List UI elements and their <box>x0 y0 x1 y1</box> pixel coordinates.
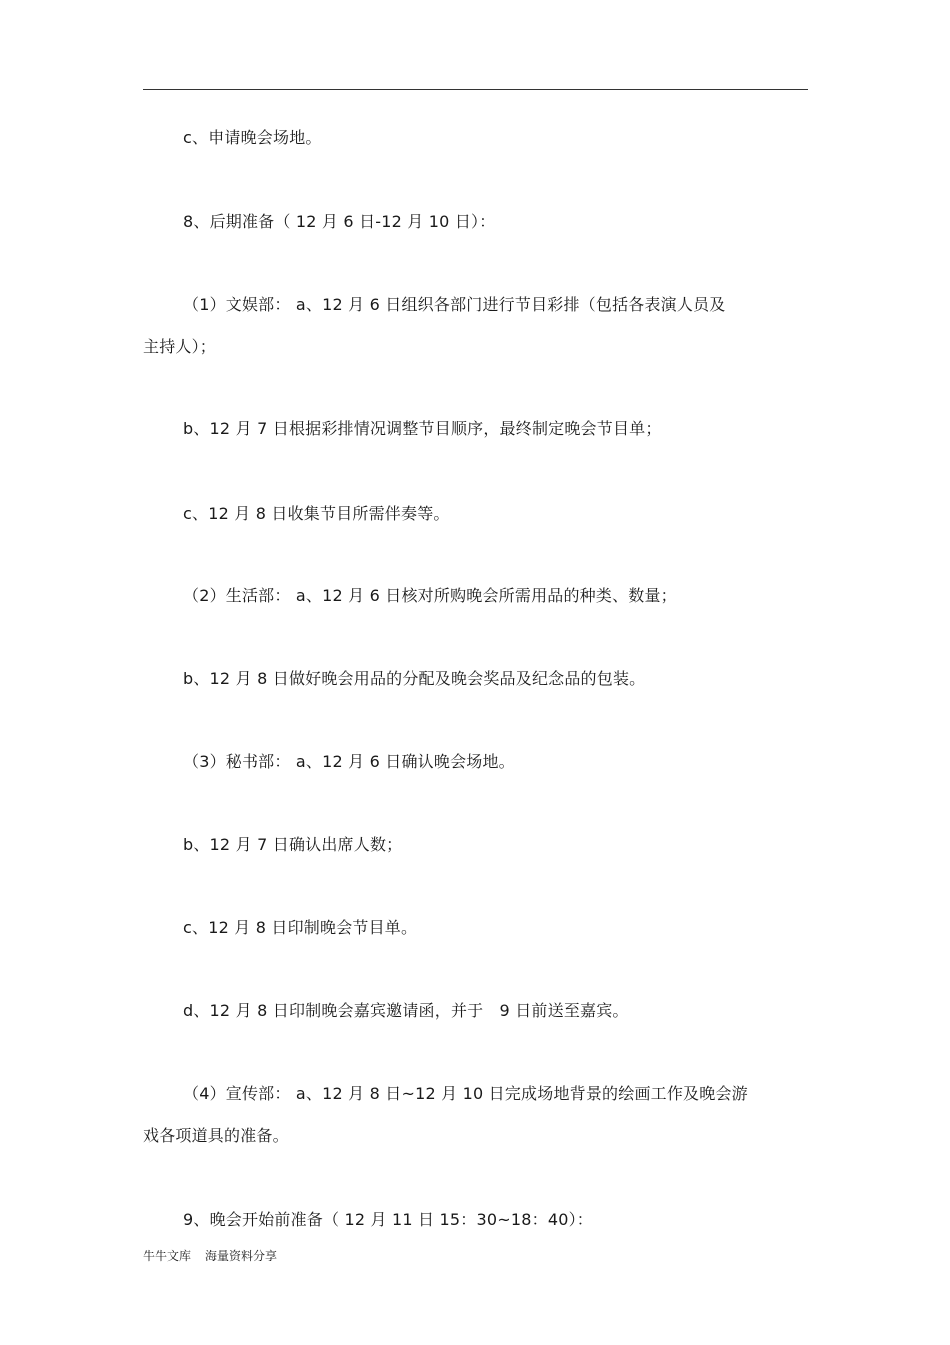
section-heading: 8、后期准备（ 12 月 6 日-12 月 10 日）： <box>183 212 496 231</box>
text-line: c、申请晚会场地。 <box>183 128 322 147</box>
page-footer <box>143 1248 277 1264</box>
footer-site-name: 牛牛文库 <box>143 1249 192 1263</box>
text-line: 戏各项道具的准备。 <box>143 1126 289 1145</box>
text-line: 主持人）； <box>143 337 217 356</box>
text-line: （3）秘书部： a、12 月 6 日确认晚会场地。 <box>183 752 515 771</box>
text-line: c、12 月 8 日收集节目所需伴奏等。 <box>183 504 450 523</box>
text-line: b、12 月 7 日根据彩排情况调整节目顺序，最终制定晚会节目单； <box>183 419 662 438</box>
text-line: d、12 月 8 日印制晚会嘉宾邀请函，并于 9 日前送至嘉宾。 <box>183 1001 629 1020</box>
section-heading: 9、晚会开始前准备（ 12 月 11 日 15：30~18：40）： <box>183 1210 593 1229</box>
text-line: （1）文娱部： a、12 月 6 日组织各部门进行节目彩排（包括各表演人员及 <box>183 295 726 314</box>
footer-slogan: 海量资料分享 <box>205 1249 278 1263</box>
text-line: c、12 月 8 日印制晚会节目单。 <box>183 918 418 937</box>
text-line: （2）生活部： a、12 月 6 日核对所购晚会所需用品的种类、数量； <box>183 586 677 605</box>
text-line: b、12 月 7 日确认出席人数； <box>183 835 403 854</box>
text-line: b、12 月 8 日做好晚会用品的分配及晚会奖品及纪念品的包装。 <box>183 669 646 688</box>
header-rule <box>143 89 808 90</box>
text-line: （4）宣传部： a、12 月 8 日~12 月 10 日完成场地背景的绘画工作及晚会游 <box>183 1084 748 1103</box>
